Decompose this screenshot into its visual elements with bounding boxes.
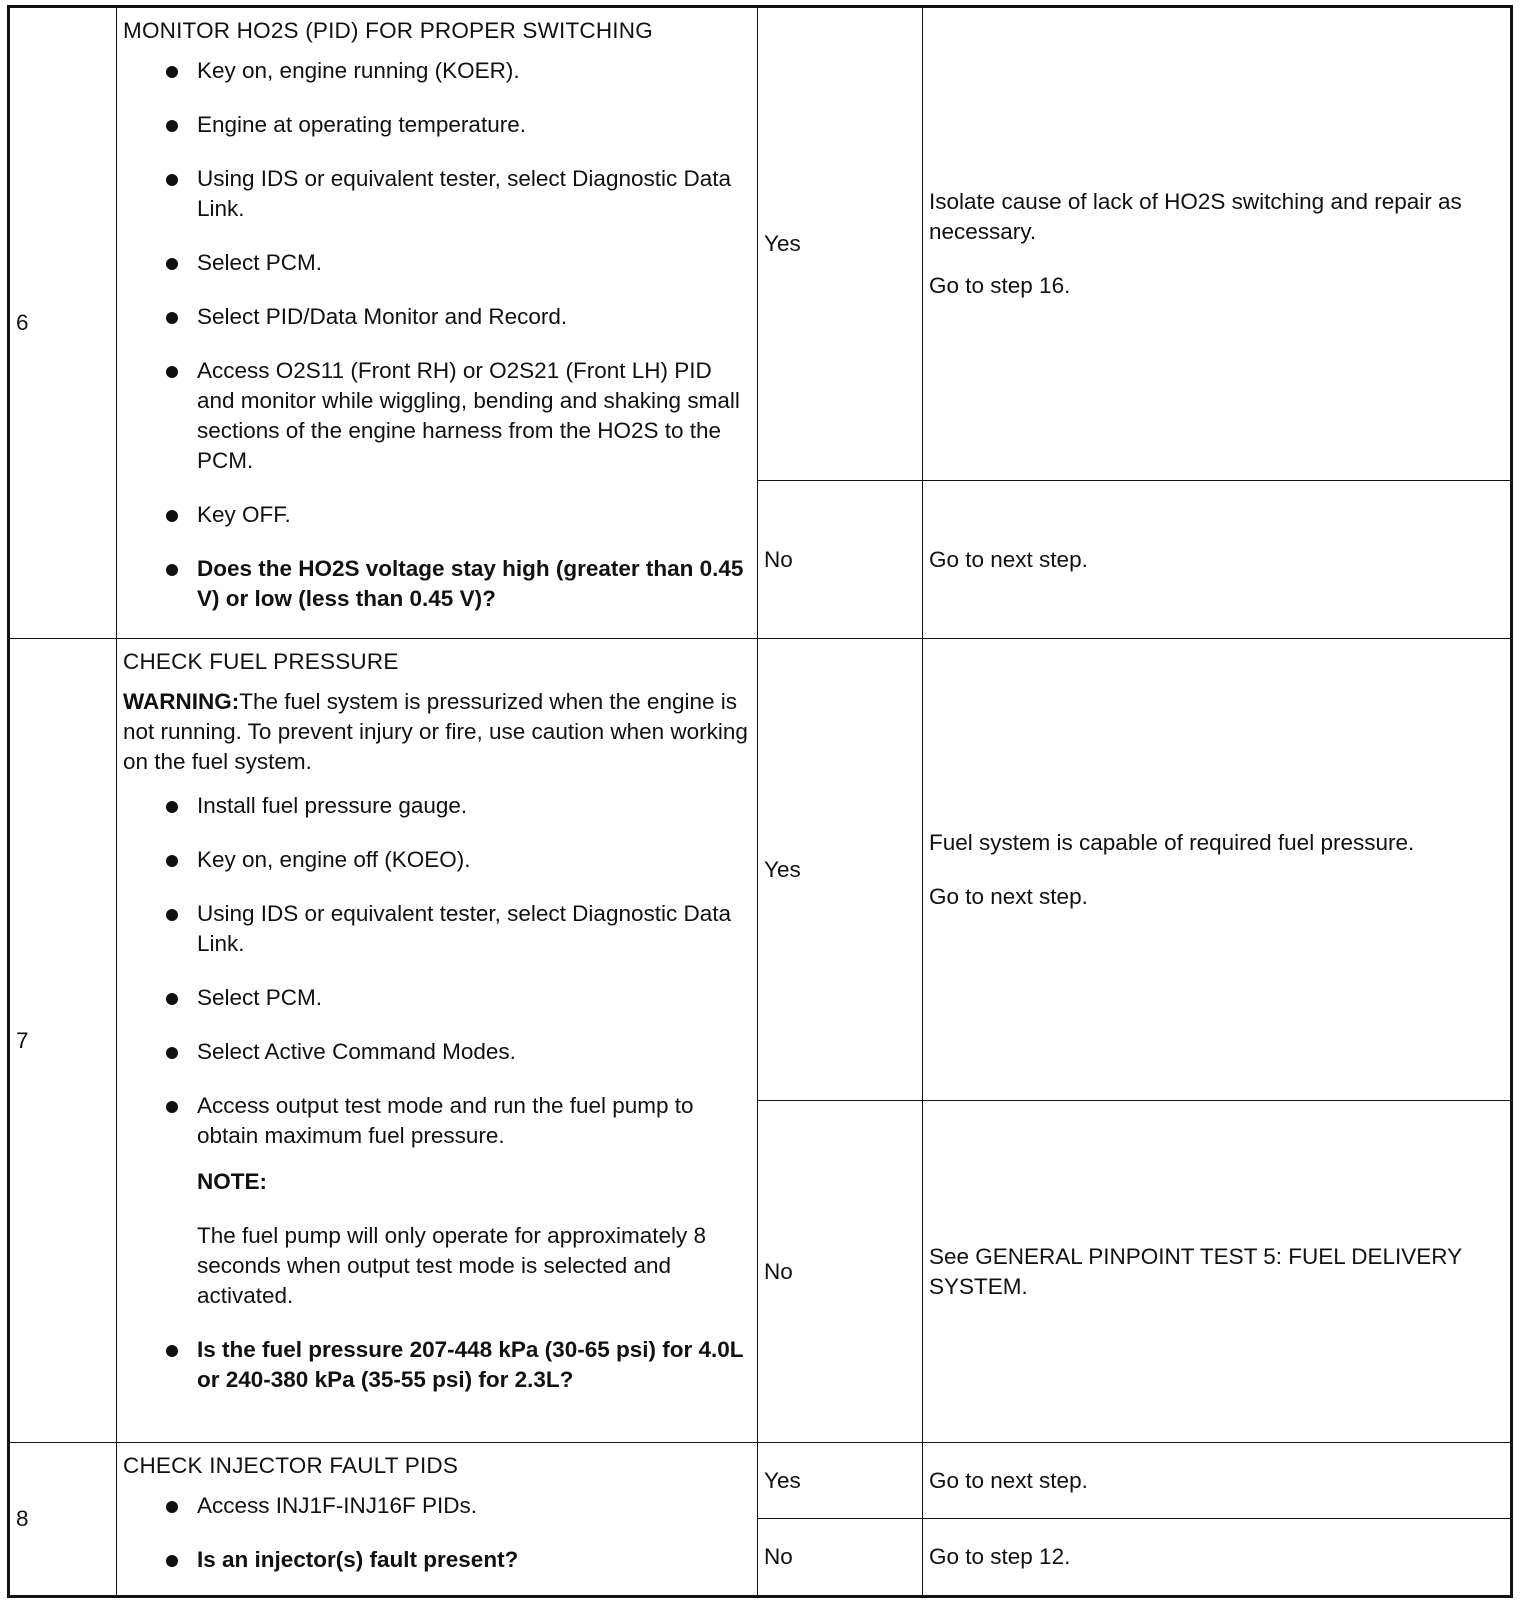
instruction-list xyxy=(123,791,751,1395)
instruction-item: Select PCM. xyxy=(197,983,751,1013)
instruction-item: Install fuel pressure gauge. xyxy=(197,791,751,821)
step-title: CHECK INJECTOR FAULT PIDS xyxy=(123,1453,459,1478)
instruction-list xyxy=(123,56,751,614)
result-no xyxy=(923,481,1512,639)
instruction-text: Access output test mode and run the fuel pump to obtain maximum fuel pressure. xyxy=(197,1093,694,1148)
step-number: 8 xyxy=(9,1443,117,1597)
result-text: See GENERAL PINPOINT TEST 5: FUEL DELIVERY SYSTEM. xyxy=(929,1243,1462,1299)
result-text: Fuel system is capable of required fuel pressure. xyxy=(929,829,1415,855)
instruction-item: Select PID/Data Monitor and Record. xyxy=(197,302,751,332)
diagnostic-steps-table xyxy=(7,5,1513,1598)
step-question: Is an injector(s) fault present? xyxy=(197,1545,751,1575)
instruction-item xyxy=(197,1091,751,1311)
instruction-item: Access INJ1F-INJ16F PIDs. xyxy=(197,1491,751,1521)
warning-text xyxy=(123,687,751,777)
note-label: NOTE: xyxy=(197,1169,267,1194)
instruction-list xyxy=(123,1491,751,1575)
result-text: Go to next step. xyxy=(929,1467,1088,1493)
step-8-yes-row xyxy=(9,1443,1512,1519)
instruction-item: Key on, engine off (KOEO). xyxy=(197,845,751,875)
step-action-cell xyxy=(117,1443,758,1597)
result-yes xyxy=(923,7,1512,481)
instruction-item: Select PCM. xyxy=(197,248,751,278)
step-6-yes-row xyxy=(9,7,1512,481)
result-no xyxy=(923,1519,1512,1597)
step-number: 6 xyxy=(9,7,117,639)
step-action-cell xyxy=(117,639,758,1443)
instruction-item: Using IDS or equivalent tester, select Diagnostic Data Link. xyxy=(197,899,751,959)
result-goto: Go to step 16. xyxy=(929,273,1071,298)
answer-no: No xyxy=(758,1101,923,1443)
step-action-cell xyxy=(117,7,758,639)
instruction-item: Using IDS or equivalent tester, select Diagnostic Data Link. xyxy=(197,164,751,224)
step-question: Is the fuel pressure 207-448 kPa (30-65 psi) for 4.0L or 240-380 kPa (35-55 psi) for 2.3L? xyxy=(197,1335,751,1395)
instruction-item: Access O2S11 (Front RH) or O2S21 (Front LH) PID and monitor while wiggling, bending and shaking small sections of the engine harness from the HO2S to the PCM. xyxy=(197,356,751,476)
step-title: MONITOR HO2S (PID) FOR PROPER SWITCHING xyxy=(123,18,653,43)
instruction-item: Select Active Command Modes. xyxy=(197,1037,751,1067)
result-text: Go to next step. xyxy=(929,546,1088,572)
step-title: CHECK FUEL PRESSURE xyxy=(123,649,399,674)
result-yes xyxy=(923,1443,1512,1519)
result-text: Isolate cause of lack of HO2S switching and repair as necessary. xyxy=(929,189,1462,244)
step-question: Does the HO2S voltage stay high (greater than 0.45 V) or low (less than 0.45 V)? xyxy=(197,554,751,614)
answer-no: No xyxy=(758,1519,923,1597)
warning-body: The fuel system is pressurized when the engine is not running. To prevent injury or fire, use caution when working on the fuel system. xyxy=(123,689,748,774)
instruction-item: Key OFF. xyxy=(197,500,751,530)
answer-yes: Yes xyxy=(758,7,923,481)
instruction-item: Key on, engine running (KOER). xyxy=(197,56,751,86)
result-goto: Go to next step. xyxy=(929,883,1088,909)
result-text: Go to step 12. xyxy=(929,1544,1071,1569)
answer-yes: Yes xyxy=(758,639,923,1101)
note-text: The fuel pump will only operate for approximately 8 seconds when output test mode is selected and activated. xyxy=(197,1223,707,1308)
warning-label: WARNING: xyxy=(123,689,240,714)
result-no xyxy=(923,1101,1512,1443)
step-number: 7 xyxy=(9,639,117,1443)
step-7-yes-row xyxy=(9,639,1512,1101)
answer-yes: Yes xyxy=(758,1443,923,1519)
answer-no: No xyxy=(758,481,923,639)
result-yes xyxy=(923,639,1512,1101)
instruction-item: Engine at operating temperature. xyxy=(197,110,751,140)
